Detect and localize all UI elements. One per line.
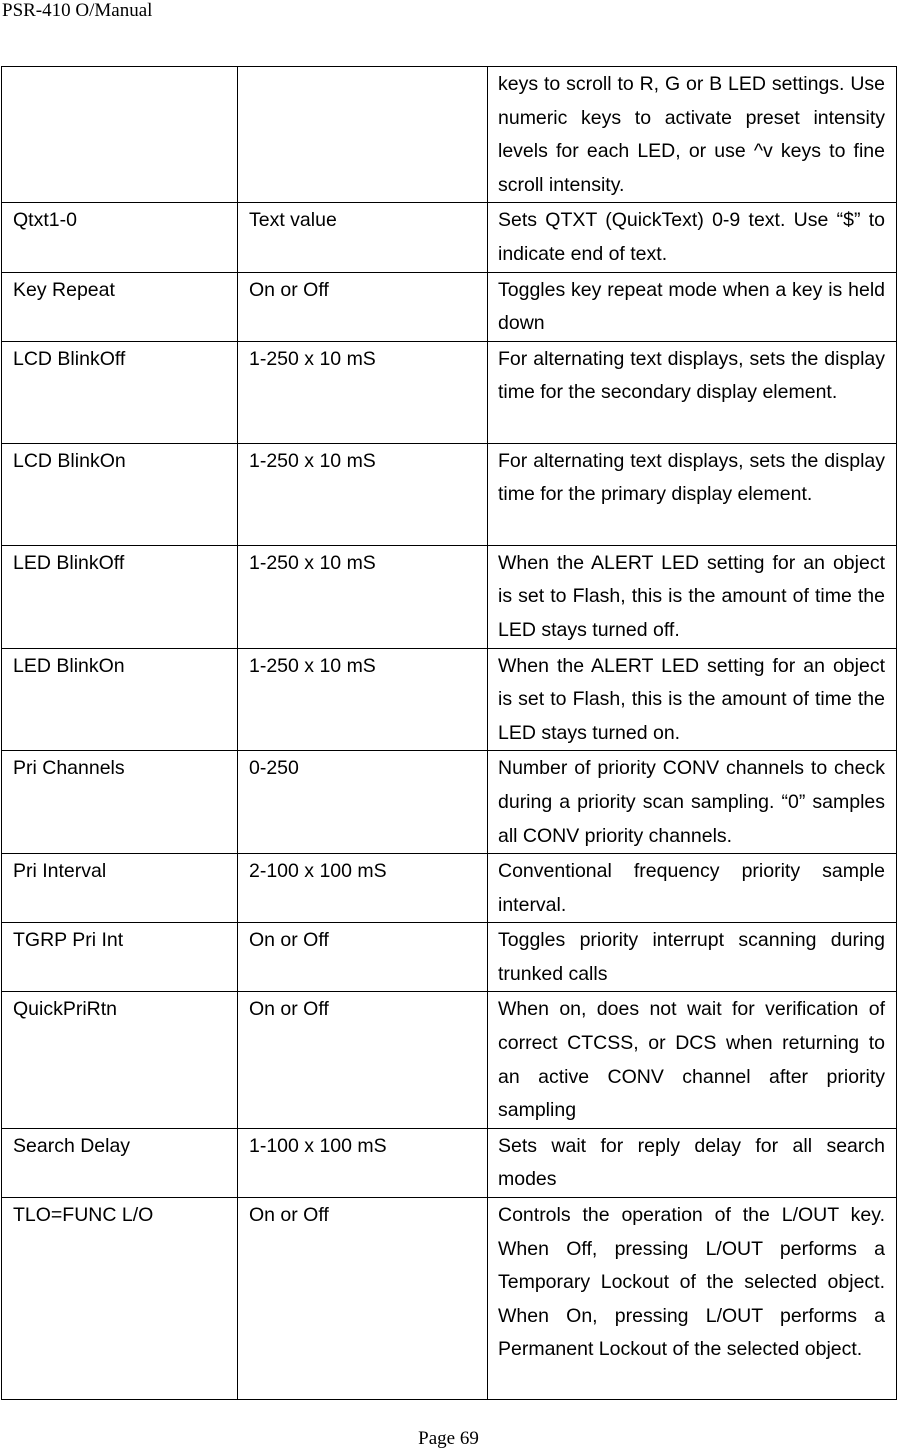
table-row xyxy=(2,272,897,341)
setting-value-cell: 1-100 x 100 mS xyxy=(238,1128,488,1197)
table-row xyxy=(2,751,897,854)
setting-description-cell: Controls the operation of the L/OUT key. When Off, pressing L/OUT performs a Temporary Lockout of the selected object. When On, pressing L/OUT performs a Permanent Lockout of the selected object. xyxy=(488,1198,897,1400)
setting-name-cell: TLO=FUNC L/O xyxy=(2,1198,238,1400)
setting-value-cell: 1-250 x 10 mS xyxy=(238,648,488,751)
setting-value-cell: 0-250 xyxy=(238,751,488,854)
setting-description-cell: When on, does not wait for verification of correct CTCSS, or DCS when returning to an active CONV channel after priority sampling xyxy=(488,992,897,1128)
table-row xyxy=(2,854,897,923)
setting-value-cell xyxy=(238,67,488,203)
setting-name-cell: QuickPriRtn xyxy=(2,992,238,1128)
table-row xyxy=(2,341,897,443)
table-row xyxy=(2,545,897,648)
table-row xyxy=(2,67,897,203)
setting-value-cell: 2-100 x 100 mS xyxy=(238,854,488,923)
setting-name-cell: Key Repeat xyxy=(2,272,238,341)
setting-value-cell: On or Off xyxy=(238,272,488,341)
setting-name-cell: LCD BlinkOn xyxy=(2,443,238,545)
setting-description-cell: keys to scroll to R, G or B LED settings. Use numeric keys to activate preset intensity levels for each LED, or use ^v keys to fine scroll intensity. xyxy=(488,67,897,203)
page-number: Page 69 xyxy=(418,1428,479,1449)
setting-name-cell: LCD BlinkOff xyxy=(2,341,238,443)
setting-value-cell: 1-250 x 10 mS xyxy=(238,545,488,648)
setting-value-cell: Text value xyxy=(238,203,488,272)
setting-name-cell: Search Delay xyxy=(2,1128,238,1197)
table-row xyxy=(2,443,897,545)
setting-name-cell: Pri Channels xyxy=(2,751,238,854)
table-row xyxy=(2,1128,897,1197)
setting-name-cell: LED BlinkOff xyxy=(2,545,238,648)
setting-name-cell: TGRP Pri Int xyxy=(2,923,238,992)
table-row xyxy=(2,992,897,1128)
setting-name-cell: Qtxt1-0 xyxy=(2,203,238,272)
setting-description-cell: Toggles key repeat mode when a key is held down xyxy=(488,272,897,341)
settings-table xyxy=(1,66,897,1400)
setting-description-cell: For alternating text displays, sets the display time for the secondary display element. xyxy=(488,341,897,443)
setting-description-cell: Sets QTXT (QuickText) 0-9 text. Use “$” to indicate end of text. xyxy=(488,203,897,272)
setting-description-cell: When the ALERT LED setting for an object is set to Flash, this is the amount of time the LED stays turned off. xyxy=(488,545,897,648)
table-row xyxy=(2,648,897,751)
setting-value-cell: 1-250 x 10 mS xyxy=(238,341,488,443)
setting-name-cell: Pri Interval xyxy=(2,854,238,923)
setting-name-cell xyxy=(2,67,238,203)
setting-value-cell: On or Off xyxy=(238,1198,488,1400)
table-row xyxy=(2,203,897,272)
setting-description-cell: For alternating text displays, sets the display time for the primary display element. xyxy=(488,443,897,545)
table-row xyxy=(2,1198,897,1400)
setting-value-cell: 1-250 x 10 mS xyxy=(238,443,488,545)
setting-description-cell: Sets wait for reply delay for all search modes xyxy=(488,1128,897,1197)
setting-value-cell: On or Off xyxy=(238,923,488,992)
document-header: PSR-410 O/Manual xyxy=(2,0,153,21)
setting-description-cell: Number of priority CONV channels to check during a priority scan sampling. “0” samples all CONV priority channels. xyxy=(488,751,897,854)
setting-description-cell: Conventional frequency priority sample interval. xyxy=(488,854,897,923)
table-row xyxy=(2,923,897,992)
setting-description-cell: When the ALERT LED setting for an object is set to Flash, this is the amount of time the LED stays turned on. xyxy=(488,648,897,751)
setting-description-cell: Toggles priority interrupt scanning during trunked calls xyxy=(488,923,897,992)
setting-value-cell: On or Off xyxy=(238,992,488,1128)
setting-name-cell: LED BlinkOn xyxy=(2,648,238,751)
